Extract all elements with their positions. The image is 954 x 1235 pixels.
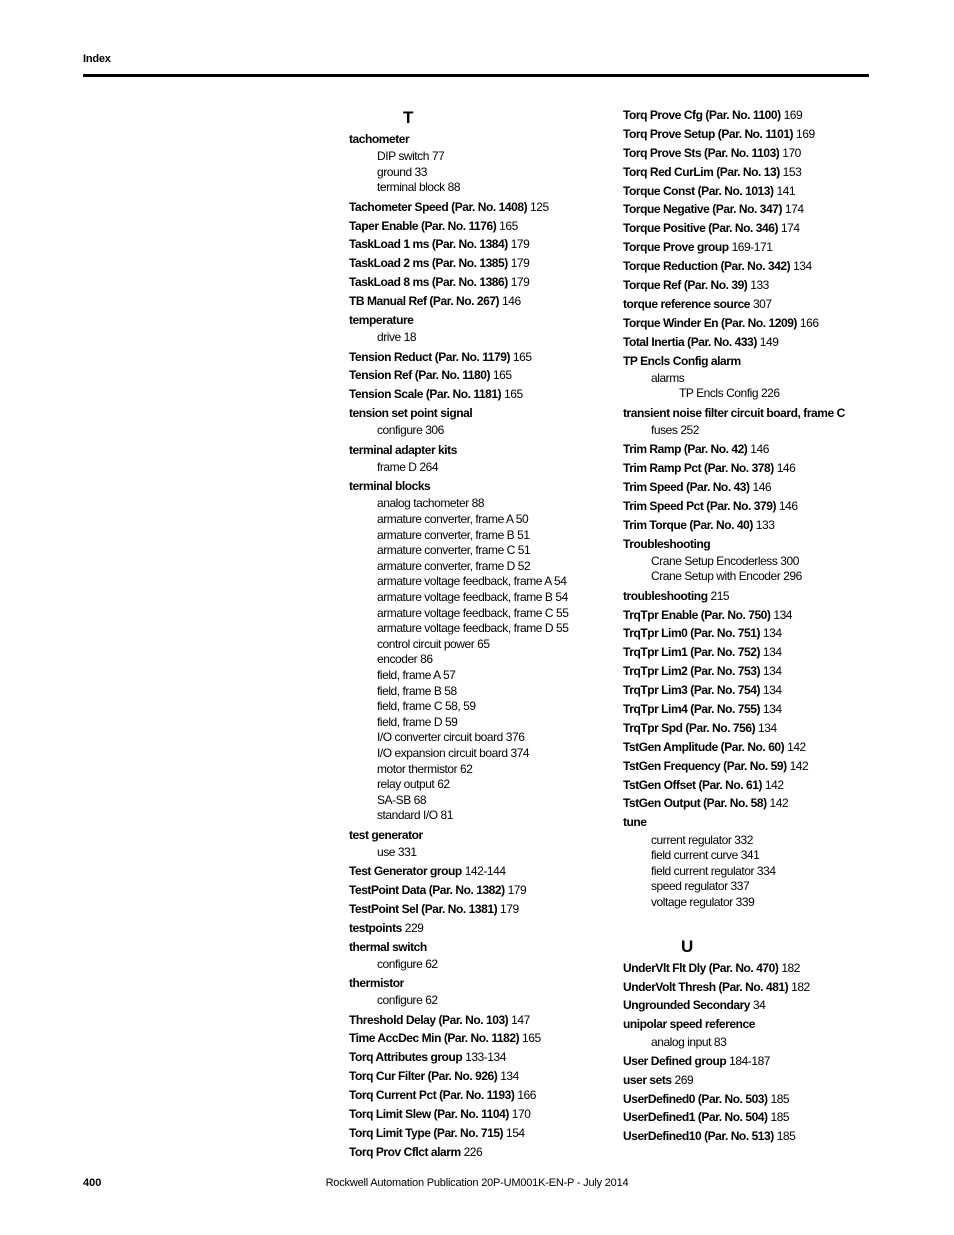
index-entry bbox=[349, 940, 609, 973]
index-entry bbox=[349, 921, 609, 936]
index-term: TrqTpr Enable (Par. No. 750) bbox=[623, 607, 771, 622]
index-entry bbox=[623, 316, 873, 331]
index-term: Time AccDec Min (Par. No. 1182) bbox=[349, 1031, 520, 1046]
index-subentry: configure 306 bbox=[377, 423, 444, 438]
index-entry bbox=[623, 645, 873, 660]
index-subentry: speed regulator 337 bbox=[651, 879, 750, 894]
index-subentry: field current curve 341 bbox=[651, 848, 760, 863]
index-entry bbox=[623, 499, 873, 514]
index-subentry: voltage regulator 339 bbox=[651, 895, 755, 910]
index-page-ref: 125 bbox=[530, 199, 549, 214]
index-entry bbox=[623, 626, 873, 641]
index-subentries bbox=[623, 371, 873, 402]
index-subentry: relay output 62 bbox=[377, 777, 450, 792]
index-term: terminal adapter kits bbox=[349, 442, 457, 457]
index-entry bbox=[623, 146, 873, 161]
index-term: UserDefined10 (Par. No. 513) bbox=[623, 1129, 774, 1144]
index-subentry: ground 33 bbox=[377, 164, 427, 179]
index-subentry: standard I/O 81 bbox=[377, 808, 453, 823]
page-number: 400 bbox=[83, 1177, 102, 1189]
index-term: Threshold Delay (Par. No. 103) bbox=[349, 1012, 509, 1027]
index-subentries bbox=[349, 460, 609, 476]
index-entry bbox=[623, 461, 873, 476]
index-subentry: field current regulator 334 bbox=[651, 863, 776, 878]
index-term: tune bbox=[623, 815, 647, 830]
index-subentry: armature voltage feedback, frame C 55 bbox=[377, 605, 569, 620]
index-entry bbox=[623, 589, 873, 604]
index-subentry: SA-SB 68 bbox=[377, 792, 427, 807]
index-term: Torq Cur Filter (Par. No. 926) bbox=[349, 1069, 498, 1084]
index-subentry: field, frame C 58, 59 bbox=[377, 699, 476, 714]
index-page-ref: 142 bbox=[787, 739, 806, 754]
index-page-ref: 182 bbox=[781, 960, 800, 975]
index-term: Trim Speed Pct (Par. No. 379) bbox=[623, 498, 777, 513]
index-entry bbox=[623, 815, 873, 910]
index-column-right bbox=[623, 108, 873, 1148]
index-term: Trim Speed (Par. No. 43) bbox=[623, 479, 750, 494]
index-term: Ungrounded Secondary bbox=[623, 998, 751, 1013]
index-term: TB Manual Ref (Par. No. 267) bbox=[349, 294, 500, 309]
index-page-ref: 166 bbox=[517, 1088, 536, 1103]
index-page-ref: 165 bbox=[499, 218, 518, 233]
index-subentry: field, frame A 57 bbox=[377, 667, 456, 682]
index-entry bbox=[623, 127, 873, 142]
index-term: UserDefined1 (Par. No. 504) bbox=[623, 1110, 768, 1125]
index-subentry: armature voltage feedback, frame D 55 bbox=[377, 621, 569, 636]
index-subentry: armature converter, frame C 51 bbox=[377, 543, 531, 558]
index-entry bbox=[623, 240, 873, 255]
index-page-ref: 154 bbox=[505, 1125, 525, 1140]
index-entry bbox=[623, 1017, 873, 1050]
index-entry bbox=[349, 313, 609, 346]
index-page-ref: 182 bbox=[791, 979, 810, 994]
index-page-ref: 269 bbox=[674, 1072, 694, 1087]
index-subentries bbox=[349, 957, 609, 973]
index-term: thermal switch bbox=[349, 939, 427, 954]
index-subentries bbox=[623, 1035, 873, 1051]
index-entry bbox=[623, 278, 873, 293]
index-entry bbox=[349, 294, 609, 309]
index-page-ref: 165 bbox=[522, 1031, 541, 1046]
index-entry bbox=[349, 1145, 609, 1160]
index-page-ref: 142 bbox=[764, 777, 784, 792]
index-term: Tension Reduct (Par. No. 1179) bbox=[349, 349, 510, 364]
index-subentry: armature voltage feedback, frame B 54 bbox=[377, 590, 568, 604]
index-subentry: frame D 264 bbox=[377, 459, 439, 474]
index-page-ref: 226 bbox=[463, 1144, 483, 1159]
index-page-ref: 170 bbox=[782, 145, 801, 160]
index-entry bbox=[623, 740, 873, 755]
index-subentry: I/O converter circuit board 376 bbox=[377, 730, 525, 745]
index-term: Trim Torque (Par. No. 40) bbox=[623, 517, 753, 532]
index-term: troubleshooting bbox=[623, 588, 708, 603]
index-term: Torq Prove Sts (Par. No. 1103) bbox=[623, 145, 780, 160]
index-subentries bbox=[349, 330, 609, 346]
index-entry bbox=[623, 518, 873, 533]
index-page-ref: 134 bbox=[758, 720, 777, 735]
index-page-ref: 215 bbox=[710, 588, 730, 603]
index-term: Test Generator group bbox=[349, 863, 462, 878]
index-entry bbox=[349, 219, 609, 234]
index-term: Torque Winder En (Par. No. 1209) bbox=[623, 315, 797, 330]
index-subentries bbox=[623, 554, 873, 585]
index-subentry: control circuit power 65 bbox=[377, 636, 490, 651]
index-term: transient noise filter circuit board, frame C bbox=[623, 405, 845, 420]
index-subentry: encoder 86 bbox=[377, 652, 433, 667]
index-entry bbox=[623, 961, 873, 976]
index-subentry: analog input 83 bbox=[651, 1034, 727, 1049]
index-entry bbox=[349, 902, 609, 917]
index-entry bbox=[349, 1126, 609, 1141]
index-page-ref: 179 bbox=[510, 237, 530, 252]
index-subentry: fuses 252 bbox=[651, 422, 699, 437]
index-term: Troubleshooting bbox=[623, 536, 711, 551]
index-page-ref: 179 bbox=[510, 275, 530, 290]
index-term: Torq Prove Cfg (Par. No. 1100) bbox=[623, 108, 781, 122]
index-subentry: current regulator 332 bbox=[651, 832, 753, 847]
index-page-ref: 134 bbox=[762, 626, 782, 641]
index-term: Trim Ramp Pct (Par. No. 378) bbox=[623, 461, 774, 476]
index-entry bbox=[623, 608, 873, 623]
index-page-ref: 134 bbox=[762, 664, 782, 679]
index-term: unipolar speed reference bbox=[623, 1017, 755, 1032]
index-page-ref: 146 bbox=[776, 461, 796, 476]
index-subentry: Crane Setup Encoderless 300 bbox=[651, 553, 799, 568]
index-page-ref: 170 bbox=[511, 1106, 531, 1121]
index-subentry: configure 62 bbox=[377, 993, 438, 1008]
index-page-ref: 185 bbox=[776, 1129, 796, 1144]
index-term: Tension Ref (Par. No. 1180) bbox=[349, 368, 491, 383]
index-entry bbox=[349, 443, 609, 476]
index-entry bbox=[623, 998, 873, 1013]
publication-info: Rockwell Automation Publication 20P-UM001K-EN-P - July 2014 bbox=[325, 1177, 629, 1189]
index-page-ref: 185 bbox=[770, 1110, 790, 1125]
index-term: TestPoint Data (Par. No. 1382) bbox=[349, 882, 505, 897]
index-subentry: motor thermistor 62 bbox=[377, 761, 473, 776]
index-subentries bbox=[349, 496, 609, 823]
index-page-ref: 146 bbox=[750, 442, 769, 457]
index-entry bbox=[623, 480, 873, 495]
index-entry bbox=[623, 1129, 873, 1144]
running-header: Index bbox=[83, 53, 111, 65]
index-entry bbox=[349, 1050, 609, 1065]
index-term: TstGen Offset (Par. No. 61) bbox=[623, 777, 762, 792]
index-subentries bbox=[349, 993, 609, 1009]
index-page-ref: 134 bbox=[773, 607, 793, 622]
index-entry bbox=[623, 108, 873, 123]
index-term: Torque Positive (Par. No. 346) bbox=[623, 221, 778, 236]
index-term: Torq Current Pct (Par. No. 1193) bbox=[349, 1088, 515, 1103]
index-subentry: use 331 bbox=[377, 844, 417, 859]
index-term: TstGen Output (Par. No. 58) bbox=[623, 796, 767, 811]
index-subentry: field, frame B 58 bbox=[377, 683, 457, 698]
index-page-ref: 134 bbox=[762, 702, 782, 717]
index-page-ref: 165 bbox=[512, 349, 532, 364]
index-subentry: TP Encls Config 226 bbox=[679, 386, 780, 401]
index-page-ref: 179 bbox=[510, 256, 530, 271]
index-entry bbox=[349, 479, 609, 824]
index-term: Tachometer Speed (Par. No. 1408) bbox=[349, 199, 528, 214]
index-page-ref: 166 bbox=[799, 315, 819, 330]
index-entry bbox=[349, 387, 609, 402]
index-entry bbox=[623, 1054, 873, 1069]
index-term: test generator bbox=[349, 827, 423, 842]
index-term: Torque Prove group bbox=[623, 240, 729, 255]
index-page-ref: 133 bbox=[750, 278, 769, 293]
index-term: Torq Limit Slew (Par. No. 1104) bbox=[349, 1106, 509, 1121]
index-subentries bbox=[623, 833, 873, 911]
index-term: Torq Limit Type (Par. No. 715) bbox=[349, 1125, 504, 1140]
index-page-ref: 146 bbox=[752, 479, 772, 494]
index-entry bbox=[349, 1107, 609, 1122]
index-page-ref: 149 bbox=[759, 334, 779, 349]
index-entry bbox=[623, 759, 873, 774]
index-entry bbox=[623, 664, 873, 679]
index-page-ref: 133-134 bbox=[465, 1050, 506, 1065]
index-page-ref: 134 bbox=[500, 1069, 519, 1084]
index-term: Tension Scale (Par. No. 1181) bbox=[349, 387, 502, 402]
index-entry bbox=[623, 165, 873, 180]
index-page-ref: 169 bbox=[796, 126, 815, 141]
index-term: UnderVlt Flt Dly (Par. No. 470) bbox=[623, 960, 779, 975]
index-term: TaskLoad 8 ms (Par. No. 1386) bbox=[349, 275, 508, 290]
index-entry bbox=[623, 1110, 873, 1125]
index-entry bbox=[349, 256, 609, 271]
index-term: Taper Enable (Par. No. 1176) bbox=[349, 218, 497, 233]
index-term: TstGen Amplitude (Par. No. 60) bbox=[623, 739, 785, 754]
index-term: TestPoint Sel (Par. No. 1381) bbox=[349, 901, 498, 916]
index-term: UnderVolt Thresh (Par. No. 481) bbox=[623, 979, 789, 994]
index-term: user sets bbox=[623, 1072, 672, 1087]
index-page-ref: 174 bbox=[780, 221, 800, 236]
index-entry bbox=[349, 406, 609, 439]
index-subentry: armature voltage feedback, frame A 54 bbox=[377, 574, 567, 589]
index-page-ref: 133 bbox=[755, 517, 775, 532]
index-subentry: armature converter, frame D 52 bbox=[377, 558, 531, 573]
index-term: TaskLoad 1 ms (Par. No. 1384) bbox=[349, 237, 508, 252]
index-term: TrqTpr Spd (Par. No. 756) bbox=[623, 720, 756, 735]
index-page-ref: 142-144 bbox=[464, 863, 506, 878]
index-term: thermistor bbox=[349, 976, 404, 991]
index-page-ref: 174 bbox=[784, 202, 804, 217]
index-page-ref: 185 bbox=[770, 1091, 790, 1106]
index-term: Torq Prov Cflct alarm bbox=[349, 1144, 461, 1159]
index-term: Torq Prove Setup (Par. No. 1101) bbox=[623, 126, 794, 141]
index-term: tachometer bbox=[349, 132, 410, 146]
index-entry bbox=[623, 721, 873, 736]
index-page-ref: 165 bbox=[492, 368, 512, 383]
index-term: temperature bbox=[349, 313, 414, 328]
index-column-left bbox=[349, 108, 609, 1164]
index-page-ref: 153 bbox=[782, 164, 802, 179]
index-entry bbox=[349, 1013, 609, 1028]
index-page-ref: 165 bbox=[504, 387, 523, 402]
index-entry bbox=[349, 883, 609, 898]
index-page-ref: 184-187 bbox=[729, 1053, 771, 1068]
index-entry bbox=[623, 442, 873, 457]
index-term: TstGen Frequency (Par. No. 59) bbox=[623, 758, 787, 773]
index-entry bbox=[623, 297, 873, 312]
index-term: TP Encls Config alarm bbox=[623, 353, 741, 368]
index-entry bbox=[349, 864, 609, 879]
index-entry bbox=[623, 778, 873, 793]
index-subentry: armature converter, frame B 51 bbox=[377, 527, 530, 542]
index-subentry: DIP switch 77 bbox=[377, 149, 445, 164]
index-entry bbox=[623, 354, 873, 402]
index-subentry: configure 62 bbox=[377, 956, 438, 971]
index-entry bbox=[349, 1088, 609, 1103]
index-entry bbox=[623, 1092, 873, 1107]
index-page-ref: 229 bbox=[404, 920, 424, 935]
index-term: Torque Reduction (Par. No. 342) bbox=[623, 259, 791, 274]
index-page-ref: 169 bbox=[783, 108, 803, 122]
index-term: TrqTpr Lim2 (Par. No. 753) bbox=[623, 664, 761, 679]
index-entry bbox=[349, 828, 609, 861]
index-subentry: alarms bbox=[651, 370, 685, 385]
header-rule bbox=[83, 74, 869, 77]
index-term: Trim Ramp (Par. No. 42) bbox=[623, 442, 748, 457]
index-entry bbox=[623, 683, 873, 698]
index-page-ref: 142 bbox=[789, 758, 809, 773]
index-subentry: Crane Setup with Encoder 296 bbox=[651, 569, 802, 584]
index-subentry: terminal block 88 bbox=[377, 180, 461, 195]
index-term: Torque Ref (Par. No. 39) bbox=[623, 278, 748, 293]
index-subentry: armature converter, frame A 50 bbox=[377, 512, 529, 527]
index-entry bbox=[623, 980, 873, 995]
index-page-ref: 142 bbox=[769, 796, 789, 811]
index-subentries bbox=[349, 423, 609, 439]
index-page-ref: 169-171 bbox=[731, 240, 773, 255]
index-term: Torque Const (Par. No. 1013) bbox=[623, 183, 774, 198]
index-term: TaskLoad 2 ms (Par. No. 1385) bbox=[349, 256, 508, 271]
index-entry bbox=[349, 132, 609, 196]
index-subentry: analog tachometer 88 bbox=[377, 496, 485, 511]
index-term: Total Inertia (Par. No. 433) bbox=[623, 334, 757, 349]
index-page-ref: 147 bbox=[511, 1012, 530, 1027]
index-subentries bbox=[349, 149, 609, 196]
index-entry bbox=[349, 200, 609, 215]
index-term: TrqTpr Lim4 (Par. No. 755) bbox=[623, 702, 761, 717]
index-term: Torq Red CurLim (Par. No. 13) bbox=[623, 164, 780, 179]
index-term: torque reference source bbox=[623, 296, 751, 311]
index-page-ref: 134 bbox=[793, 259, 812, 274]
index-term: TrqTpr Lim0 (Par. No. 751) bbox=[623, 626, 761, 641]
index-entry bbox=[623, 702, 873, 717]
index-entry bbox=[623, 335, 873, 350]
index-letter-heading: T bbox=[403, 108, 414, 127]
index-page-ref: 134 bbox=[762, 645, 782, 660]
index-entry bbox=[623, 259, 873, 274]
index-entry bbox=[349, 368, 609, 383]
index-entry bbox=[349, 976, 609, 1009]
index-entry bbox=[623, 796, 873, 811]
index-entry bbox=[623, 406, 873, 439]
index-entry bbox=[623, 537, 873, 585]
index-entry bbox=[623, 202, 873, 217]
index-subentry: I/O expansion circuit board 374 bbox=[377, 745, 530, 760]
index-page-ref: 134 bbox=[762, 683, 782, 698]
index-page-ref: 179 bbox=[507, 882, 527, 897]
index-entry bbox=[349, 237, 609, 252]
index-entry bbox=[349, 275, 609, 290]
index-page-ref: 146 bbox=[502, 294, 521, 309]
index-subentry: field, frame D 59 bbox=[377, 714, 458, 729]
index-entry bbox=[623, 221, 873, 236]
index-entry bbox=[623, 184, 873, 199]
index-page-ref: 34 bbox=[752, 998, 766, 1013]
index-entry bbox=[349, 1031, 609, 1046]
index-term: TrqTpr Lim1 (Par. No. 752) bbox=[623, 645, 761, 660]
index-entry bbox=[623, 1073, 873, 1088]
index-page-ref: 141 bbox=[776, 183, 796, 198]
index-entry bbox=[349, 350, 609, 365]
index-term: testpoints bbox=[349, 920, 402, 935]
index-subentries bbox=[349, 845, 609, 861]
index-page-ref: 307 bbox=[752, 296, 772, 311]
index-page-ref: 179 bbox=[500, 901, 519, 916]
index-letter-heading: U bbox=[681, 936, 694, 956]
index-term: User Defined group bbox=[623, 1053, 727, 1068]
index-term: terminal blocks bbox=[349, 479, 431, 494]
index-term: TrqTpr Lim3 (Par. No. 754) bbox=[623, 683, 761, 698]
index-term: Torq Attributes group bbox=[349, 1050, 463, 1065]
index-term: UserDefined0 (Par. No. 503) bbox=[623, 1091, 768, 1106]
index-term: tension set point signal bbox=[349, 406, 473, 421]
index-subentries bbox=[623, 423, 873, 439]
index-page-ref: 146 bbox=[778, 498, 798, 513]
index-entry bbox=[349, 1069, 609, 1084]
index-subentry: drive 18 bbox=[377, 330, 417, 345]
index-term: Torque Negative (Par. No. 347) bbox=[623, 202, 782, 217]
